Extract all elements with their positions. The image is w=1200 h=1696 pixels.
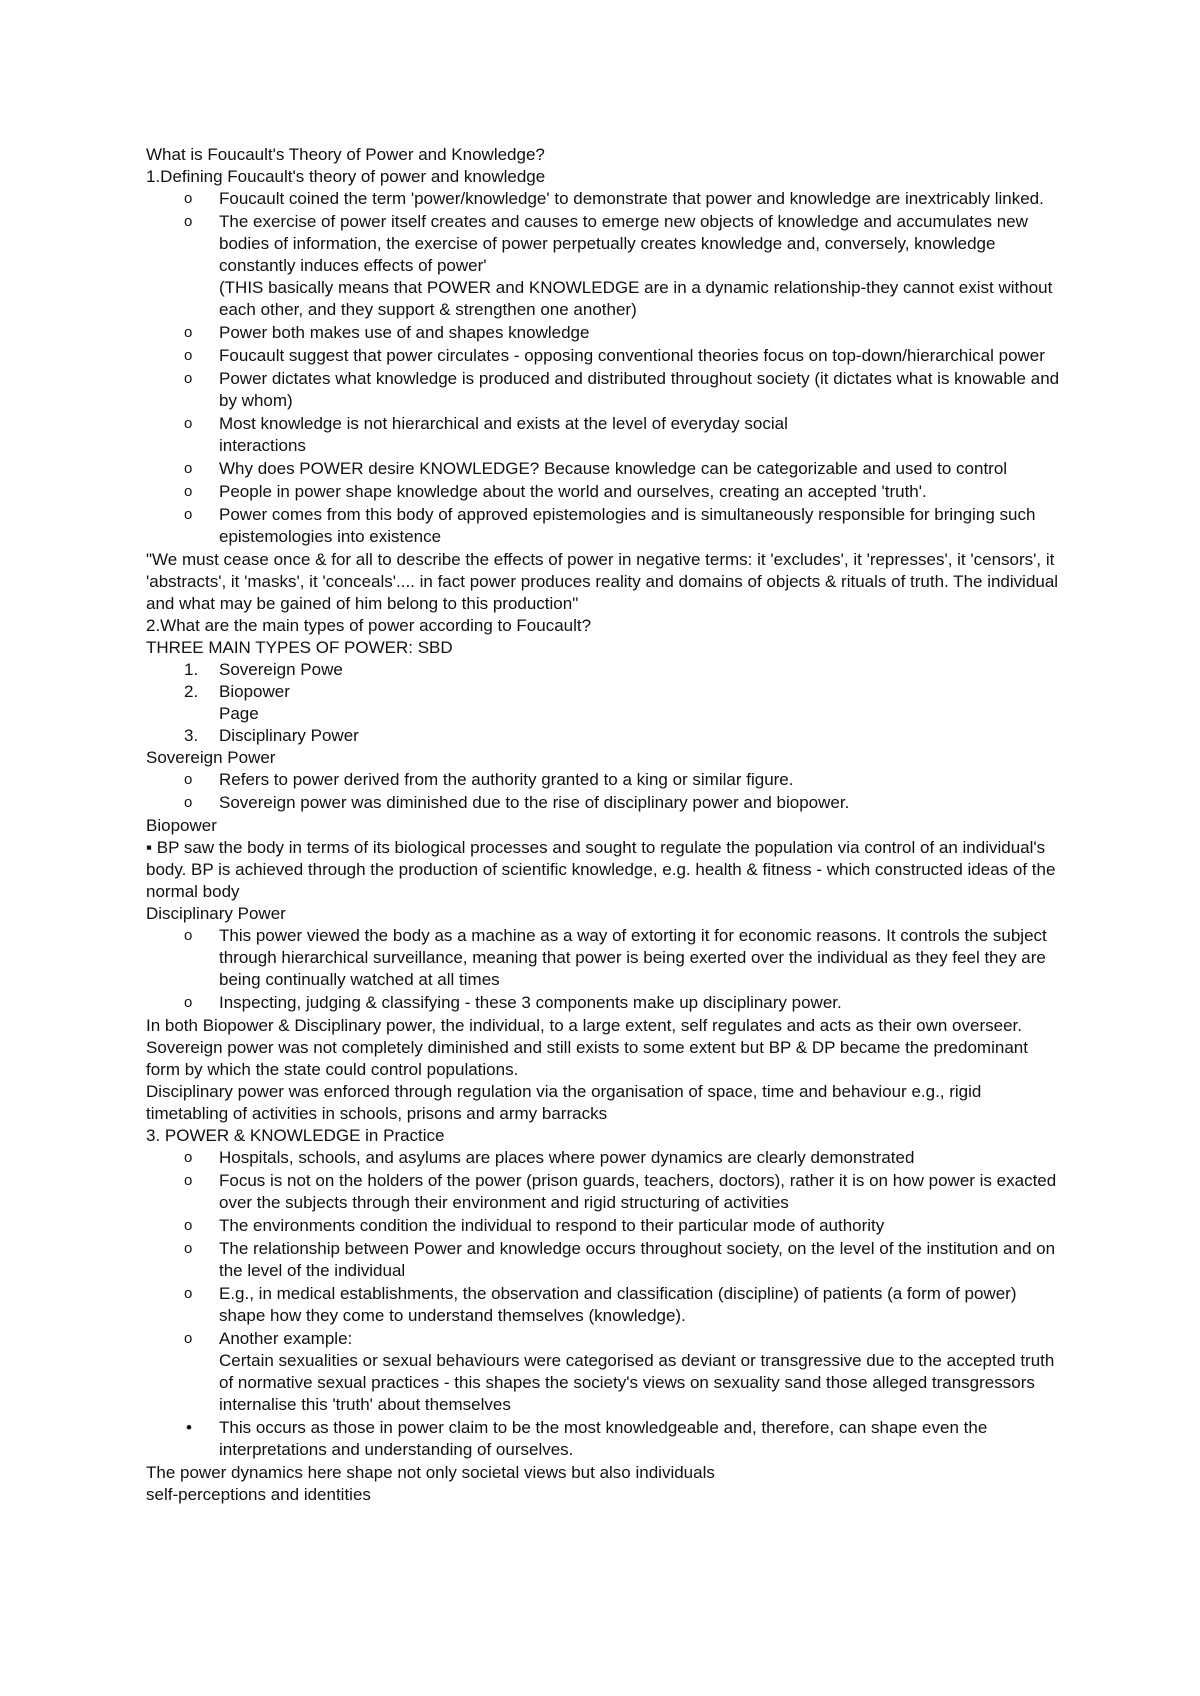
list-item-text: Refers to power derived from the authority granted to a king or similar figure. bbox=[219, 770, 794, 789]
list-item bbox=[146, 1238, 1066, 1282]
list-item-text: Inspecting, judging & classifying - these 3 components make up disciplinary power. bbox=[219, 993, 842, 1012]
list-item-text: Hospitals, schools, and asylums are places where power dynamics are clearly demonstrated bbox=[219, 1148, 915, 1167]
list-item bbox=[146, 769, 1066, 791]
hollow-bullet-icon: o bbox=[184, 794, 193, 811]
list-item bbox=[146, 458, 1066, 480]
item-number: 1. bbox=[184, 660, 199, 679]
closing-line: The power dynamics here shape not only societal views but also individuals bbox=[146, 1463, 715, 1482]
list-item bbox=[146, 1147, 1066, 1169]
closing-line: self-perceptions and identities bbox=[146, 1485, 371, 1504]
list-item-text: The environments condition the individual to respond to their particular mode of authority bbox=[219, 1216, 885, 1235]
paragraph: In both Biopower & Disciplinary power, the individual, to a large extent, self regulates and acts as their own overseer. Sovereign power was not completely diminished and still exists to some extent but BP & DP became the predominant form by which the state could control populations. bbox=[146, 1016, 1028, 1079]
list-item bbox=[146, 1283, 1066, 1327]
list-item bbox=[146, 792, 1066, 814]
item-number: 2. bbox=[184, 682, 199, 701]
numbered-item bbox=[146, 659, 1066, 681]
list-item-text: Foucault coined the term 'power/knowledge' to demonstrate that power and knowledge are inextricably linked. bbox=[219, 189, 1044, 208]
item-label: Sovereign Powe bbox=[219, 660, 343, 679]
hollow-bullet-icon: o bbox=[184, 994, 193, 1011]
list-item bbox=[146, 1170, 1066, 1214]
item-label: Disciplinary Power bbox=[219, 726, 359, 745]
paragraph: Disciplinary power was enforced through regulation via the organisation of space, time and behaviour e.g., rigid timetabling of activities in schools, prisons and army barracks bbox=[146, 1082, 982, 1123]
section-2-heading: 2.What are the main types of power according to Foucault? bbox=[146, 616, 592, 635]
document-title: What is Foucault's Theory of Power and Knowledge? bbox=[146, 145, 545, 164]
hollow-bullet-icon: o bbox=[184, 1217, 193, 1234]
numbered-item bbox=[146, 681, 1066, 725]
numbered-item bbox=[146, 725, 1066, 747]
hollow-bullet-icon: o bbox=[184, 771, 193, 788]
list-item bbox=[146, 188, 1066, 210]
list-item bbox=[146, 1215, 1066, 1237]
list-item bbox=[146, 925, 1066, 991]
hollow-bullet-icon: o bbox=[184, 347, 193, 364]
list-item bbox=[146, 1328, 1066, 1416]
hollow-bullet-icon: o bbox=[184, 483, 193, 500]
section-3-heading: 3. POWER & KNOWLEDGE in Practice bbox=[146, 1126, 445, 1145]
list-item-text: Power comes from this body of approved epistemologies and is simultaneously responsible for bringing such epistemologies into existence bbox=[219, 505, 1036, 546]
list-item-text: Sovereign power was diminished due to the rise of disciplinary power and biopower. bbox=[219, 793, 850, 812]
hollow-bullet-icon: o bbox=[184, 190, 193, 207]
list-item-text: This power viewed the body as a machine as a way of extorting it for economic reasons. It controls the subject through hierarchical surveillance, meaning that power is being exerted over the individual as they feel they are being continually watched at all times bbox=[219, 926, 1047, 989]
example-text: Certain sexualities or sexual behaviours were categorised as deviant or transgressive due to the accepted truth of normative sexual practices - this shapes the society's views on sexuality sand those alleged transgressors internalise this 'truth' about themselves bbox=[219, 1351, 1055, 1414]
list-item-text: Power dictates what knowledge is produced and distributed throughout society (it dictates what is knowable and by whom) bbox=[219, 369, 1060, 410]
disciplinary-heading: Disciplinary Power bbox=[146, 904, 286, 923]
list-item bbox=[146, 1417, 1066, 1461]
list-item bbox=[146, 504, 1066, 548]
list-item-text: Another example: bbox=[219, 1329, 353, 1348]
hollow-bullet-icon: o bbox=[184, 460, 193, 477]
list-item-text: The exercise of power itself creates and causes to emerge new objects of knowledge and accumulates new bodies of information, the exercise of power perpetually creates knowledge and, conversely, knowledge constantly induces effects of power' bbox=[219, 212, 1028, 275]
list-item-text: Power both makes use of and shapes knowledge bbox=[219, 323, 590, 342]
hollow-bullet-icon: o bbox=[184, 506, 193, 523]
list-item-text: E.g., in medical establishments, the observation and classification (discipline) of patients (a form of power) shape how they come to understand themselves (knowledge). bbox=[219, 1284, 1017, 1325]
list-item bbox=[146, 481, 1066, 503]
list-item-text: The relationship between Power and knowledge occurs throughout society, on the level of the institution and on the level of the individual bbox=[219, 1239, 1056, 1280]
item-number: 3. bbox=[184, 726, 199, 745]
list-item bbox=[146, 345, 1066, 367]
list-item bbox=[146, 368, 1066, 412]
biopower-heading: Biopower bbox=[146, 816, 217, 835]
hollow-bullet-icon: o bbox=[184, 324, 193, 341]
hollow-bullet-icon: o bbox=[184, 415, 193, 432]
section-1-heading: 1.Defining Foucault's theory of power and knowledge bbox=[146, 167, 546, 186]
document-page bbox=[146, 144, 1066, 1506]
sovereign-heading: Sovereign Power bbox=[146, 748, 276, 767]
filled-bullet-icon: • bbox=[186, 1418, 192, 1437]
section-2-subheading: THREE MAIN TYPES OF POWER: SBD bbox=[146, 638, 453, 657]
list-item-note: (THIS basically means that POWER and KNOWLEDGE are in a dynamic relationship-they cannot exist without each other, and they support & strengthen one another) bbox=[219, 278, 1053, 319]
hollow-bullet-icon: o bbox=[184, 1172, 193, 1189]
list-item-text: Most knowledge is not hierarchical and exists at the level of everyday social bbox=[219, 414, 788, 433]
quote-paragraph: "We must cease once & for all to describe the effects of power in negative terms: it 'excludes', it 'represses', it 'censors', it 'abstracts', it 'masks', it 'conceals'.... in fact power produces reality and domains of objects & rituals of truth. The individual and what may be gained of him belong to this production" bbox=[146, 550, 1059, 613]
hollow-bullet-icon: o bbox=[184, 1240, 193, 1257]
hollow-bullet-icon: o bbox=[184, 370, 193, 387]
list-item bbox=[146, 413, 1066, 457]
biopower-paragraph: ▪ BP saw the body in terms of its biological processes and sought to regulate the population via control of an individual's body. BP is achieved through the production of scientific knowledge, e.g. health & fitness - which constructed ideas of the normal body bbox=[146, 838, 1056, 901]
list-item bbox=[146, 211, 1066, 321]
hollow-bullet-icon: o bbox=[184, 927, 193, 944]
hollow-bullet-icon: o bbox=[184, 1330, 193, 1347]
hollow-bullet-icon: o bbox=[184, 213, 193, 230]
list-item bbox=[146, 322, 1066, 344]
hollow-bullet-icon: o bbox=[184, 1285, 193, 1302]
hollow-bullet-icon: o bbox=[184, 1149, 193, 1166]
page-label: Page bbox=[219, 704, 259, 723]
list-item-text: Why does POWER desire KNOWLEDGE? Because knowledge can be categorizable and used to control bbox=[219, 459, 1008, 478]
list-item-text: People in power shape knowledge about the world and ourselves, creating an accepted 'truth'. bbox=[219, 482, 927, 501]
list-item bbox=[146, 992, 1066, 1014]
list-item-continuation: interactions bbox=[219, 436, 306, 455]
list-item-text: This occurs as those in power claim to be the most knowledgeable and, therefore, can shape even the interpretations and understanding of ourselves. bbox=[219, 1418, 988, 1459]
item-label: Biopower bbox=[219, 682, 290, 701]
list-item-text: Focus is not on the holders of the power (prison guards, teachers, doctors), rather it is on how power is exacted over the subjects through their environment and rigid structuring of activities bbox=[219, 1171, 1057, 1212]
list-item-text: Foucault suggest that power circulates - opposing conventional theories focus on top-down/hierarchical power bbox=[219, 346, 1045, 365]
